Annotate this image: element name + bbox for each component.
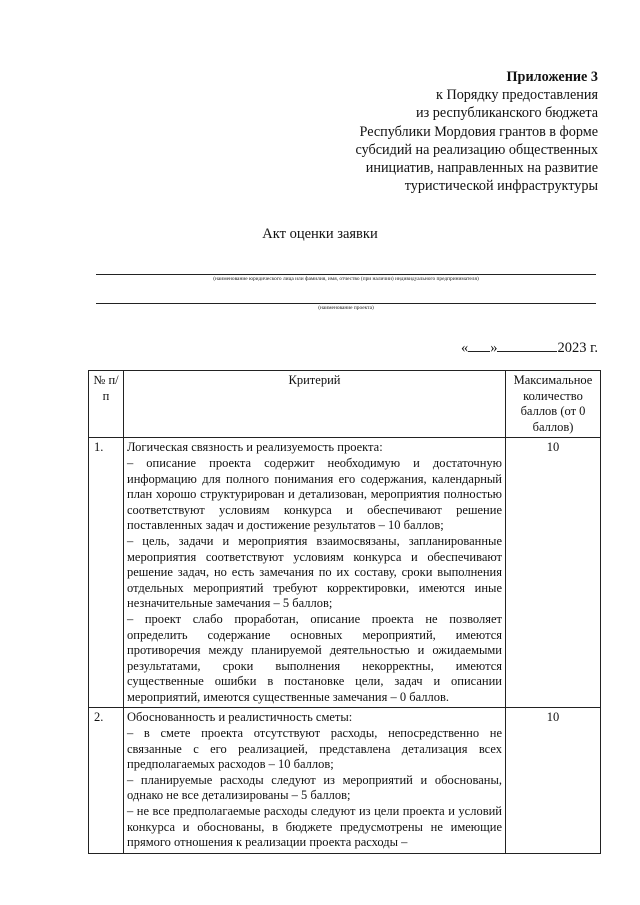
header-max-score: Максимальное количество баллов (от 0 баллов): [506, 371, 601, 438]
appendix-line: из республиканского бюджета: [416, 105, 598, 122]
date-line: [461, 338, 598, 357]
criterion-option: – описание проекта содержит необходимую и достаточную информацию для полного понимания его содержания, календарный план хорошо структурирован и детализован, мероприятия полностью соответствуют условиям конкурса и обеспечивают решение поставленных задач и достижение результатов – 10 баллов;: [127, 455, 502, 533]
date-year: 2023 г.: [557, 340, 598, 356]
criteria-table: [88, 370, 601, 854]
row-number: 1.: [89, 438, 124, 708]
criterion-cell: [124, 708, 506, 853]
max-score: 10: [506, 438, 601, 708]
header-number: № п/п: [89, 371, 124, 438]
max-score: 10: [506, 708, 601, 853]
day-blank: [468, 338, 490, 352]
criterion-option: – в смете проекта отсутствуют расходы, непосредственно не связанные с его реализацией, представлена детализация всех предполагаемых расходов – 10 баллов;: [127, 726, 502, 772]
header-criterion: Критерий: [124, 371, 506, 438]
appendix-header: [278, 68, 598, 195]
criterion-cell: [124, 438, 506, 708]
appendix-line: туристической инфраструктуры: [404, 178, 598, 195]
date-close-quote: »: [490, 340, 498, 356]
table-row: [89, 438, 601, 708]
table-row: [89, 708, 601, 853]
applicant-name-caption: (наименование юридического лица или фамилия, имя, отчество (при наличии) индивидуального предпринимателя): [213, 276, 479, 282]
appendix-title: Приложение 3: [506, 69, 598, 85]
date-open-quote: «: [460, 340, 469, 356]
criterion-option: – проект слабо проработан, описание проекта не позволяет определить содержание основных мероприятий, имеются противоречия между планируемой деятельностью и ожидаемыми результатами, сроки выполнения некорректны, имеются существенные ошибки в постановке цели, задач и описании мероприятий, имеются существенные замечания – 0 баллов.: [127, 611, 502, 704]
criterion-title: Обоснованность и реалистичность сметы:: [127, 710, 353, 725]
appendix-line: к Порядку предоставления: [436, 87, 598, 104]
appendix-line: субсидий на реализацию общественных: [355, 141, 598, 158]
appendix-line: Республики Мордовия грантов в форме: [359, 123, 598, 140]
applicant-name-line: [96, 274, 596, 275]
criterion-option: – не все предполагаемые расходы следуют из цели проекта и условий конкурса и обоснованы, в бюджете предусмотрены не имеющие прямого отношения к реализации проекта расходы –: [127, 804, 502, 850]
appendix-line: инициатив, направленных на развитие: [365, 160, 598, 177]
criterion-title: Логическая связность и реализуемость проекта:: [127, 440, 383, 455]
document-title: Акт оценки заявки: [262, 226, 378, 242]
project-name-caption: (наименование проекта): [318, 305, 374, 311]
criterion-option: – планируемые расходы следуют из мероприятий и обоснованы, однако не все детализированы – 5 баллов;: [127, 772, 502, 803]
row-number: 2.: [89, 708, 124, 853]
project-name-line: [96, 303, 596, 304]
criterion-option: – цель, задачи и мероприятия взаимосвязаны, запланированные мероприятия соответствуют условиям конкурса и обеспечивают решение задач, но есть замечания по их составу, сроки выполнения отдельных мероприятий требуют корректировки, имеются иные незначительные замечания – 5 баллов;: [127, 533, 502, 611]
table-header-row: [89, 371, 601, 438]
month-blank: [497, 338, 557, 352]
